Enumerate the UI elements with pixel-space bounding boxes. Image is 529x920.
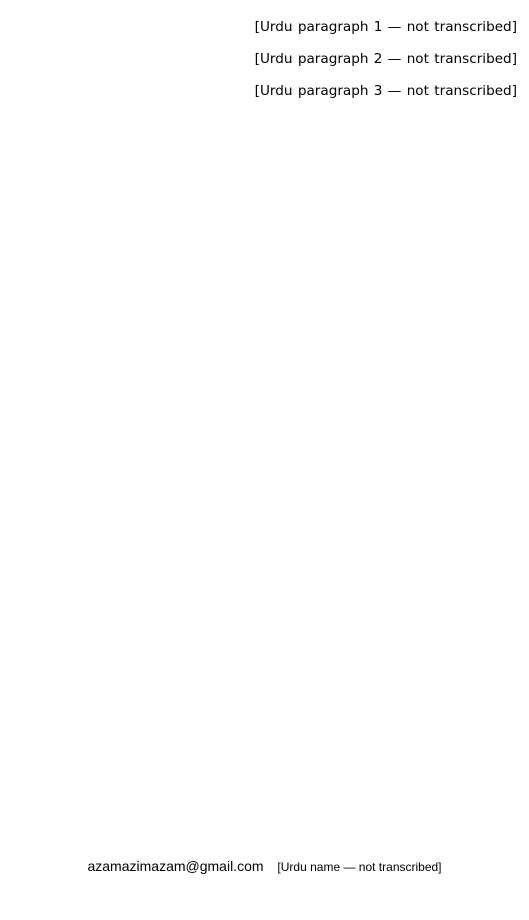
author-name: [Urdu name — not transcribed] <box>277 860 442 874</box>
author-email[interactable]: azamazimazam@gmail.com <box>87 858 264 874</box>
author-byline <box>0 856 529 877</box>
article-paragraph-2: [Urdu paragraph 2 — not transcribed] <box>254 50 517 67</box>
article-paragraph-3: [Urdu paragraph 3 — not transcribed] <box>254 82 517 99</box>
article-paragraph-1: [Urdu paragraph 1 — not transcribed] <box>254 19 517 35</box>
